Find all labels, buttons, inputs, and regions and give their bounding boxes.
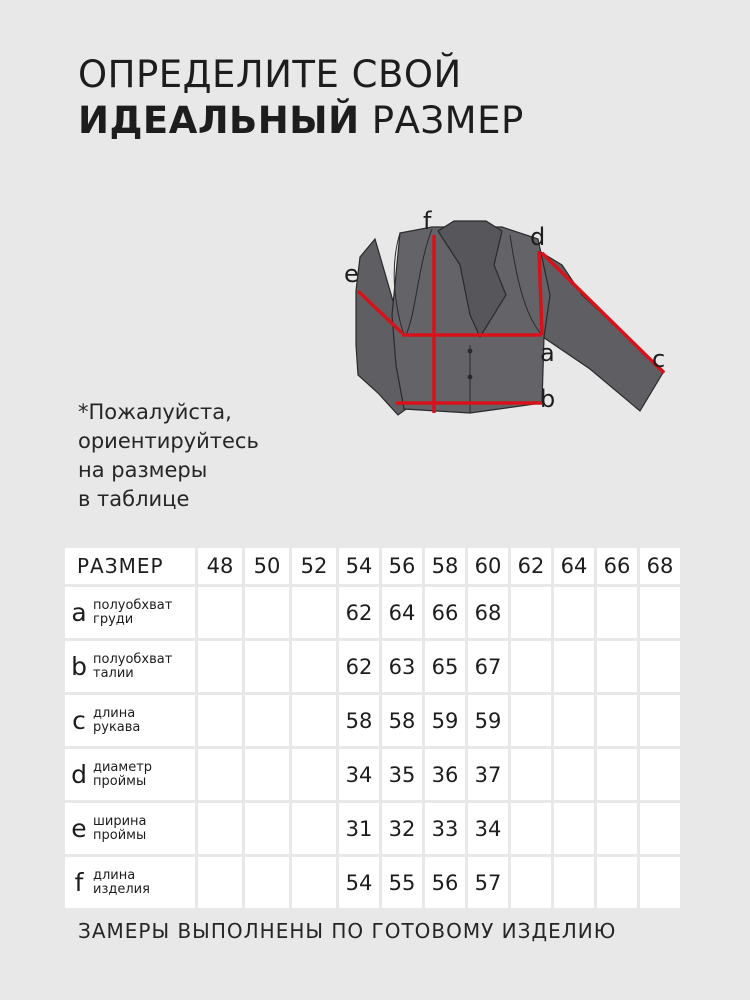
measurement-row [65,803,680,854]
measurement-value-cell [640,857,680,908]
measurement-label [65,857,195,908]
size-header-cell: 54 [339,548,379,584]
measurement-value-cell [640,587,680,638]
measurement-value-cell: 62 [339,587,379,638]
measurement-value-cell [198,749,242,800]
measurement-description [93,653,172,681]
measurement-value-cell [245,641,289,692]
measurement-desc-line2: талии [93,665,134,681]
measurement-value-cell: 67 [468,641,508,692]
measurement-letter: f [74,868,84,897]
measurement-value-cell: 36 [425,749,465,800]
measurement-value-cell [198,587,242,638]
measurement-value-cell: 56 [425,857,465,908]
measurement-value-cell [511,587,551,638]
measurement-description [93,815,147,843]
measurement-label [65,641,195,692]
measurement-value-cell: 59 [425,695,465,746]
size-header-cell: 64 [554,548,594,584]
measurement-value-cell: 62 [339,641,379,692]
label-b: b [540,385,556,413]
measurement-row [65,857,680,908]
measurement-desc-line2: груди [93,611,134,627]
measurement-row [65,749,680,800]
measurement-desc-line1: длина [93,867,136,883]
measurement-row [65,587,680,638]
measurement-value-cell: 68 [468,587,508,638]
title-line-2-bold: ИДЕАЛЬНЫЙ [78,99,360,142]
measurement-desc-line2: проймы [93,773,147,789]
measurement-letter: e [71,814,87,843]
measurement-value-cell [292,695,336,746]
measurement-value-cell [292,641,336,692]
measurement-letter: c [72,706,86,735]
label-d: d [530,223,546,251]
size-header-cell: 58 [425,548,465,584]
measurement-desc-line1: диаметр [93,759,153,775]
measurement-value-cell: 65 [425,641,465,692]
measurement-value-cell [198,857,242,908]
title-line-1: ОПРЕДЕЛИТЕ СВОЙ [78,53,462,96]
measurement-letter: a [71,598,87,627]
label-a: a [540,339,555,367]
measurement-value-cell: 34 [339,749,379,800]
measurement-value-cell: 33 [425,803,465,854]
jacket-measurement-diagram [330,205,675,420]
title-line-2-rest: РАЗМЕР [371,99,524,142]
measurement-description [93,761,152,789]
note-line: в таблице [78,487,190,511]
measurement-value-cell [597,641,637,692]
measurement-value-cell [640,803,680,854]
jacket-right-sleeve [539,251,664,411]
measurement-desc-line2: изделия [93,881,150,897]
measurement-value-cell: 66 [425,587,465,638]
measurement-value-cell [597,695,637,746]
measurement-value-cell: 37 [468,749,508,800]
measurement-value-cell [511,803,551,854]
measurement-value-cell: 32 [382,803,422,854]
measurement-value-cell [198,803,242,854]
measurement-letter: d [71,760,87,789]
measurement-value-cell [245,695,289,746]
measurement-value-cell [640,695,680,746]
measurement-row [65,641,680,692]
measurement-value-cell [640,641,680,692]
measurement-value-cell: 58 [339,695,379,746]
size-header-cell: 50 [245,548,289,584]
measurement-value-cell: 55 [382,857,422,908]
measurement-value-cell [554,587,594,638]
measurement-desc-line2: рукава [93,719,141,735]
label-c: c [652,345,666,373]
measurement-value-cell [554,641,594,692]
measurement-value-cell [597,857,637,908]
measurement-value-cell: 59 [468,695,508,746]
measurement-description [93,599,172,627]
measurement-description [93,869,150,897]
note-line: на размеры [78,458,208,482]
size-header-cell: 62 [511,548,551,584]
page-title [78,52,524,144]
measurement-value-cell: 63 [382,641,422,692]
measurement-value-cell: 58 [382,695,422,746]
measurement-value-cell [640,749,680,800]
measurement-value-cell [511,641,551,692]
measurement-desc-line1: полуобхват [93,597,173,613]
measurement-value-cell [245,749,289,800]
measurement-desc-line1: длина [93,705,136,721]
footer-note: ЗАМЕРЫ ВЫПОЛНЕНЫ ПО ГОТОВОМУ ИЗДЕЛИЮ [78,919,617,943]
measurement-value-cell [292,803,336,854]
measurement-value-cell [245,857,289,908]
size-note [78,398,259,514]
measurement-value-cell [597,803,637,854]
measurement-value-cell [554,803,594,854]
measurement-value-cell: 64 [382,587,422,638]
measurement-value-cell: 57 [468,857,508,908]
size-header-cell: 66 [597,548,637,584]
note-line: *Пожалуйста, [78,400,232,424]
measurement-label [65,803,195,854]
measurement-label [65,749,195,800]
measurement-description [93,707,140,735]
measurement-value-cell: 31 [339,803,379,854]
measurement-label [65,587,195,638]
note-line: ориентируйтесь [78,429,259,453]
measurement-value-cell [554,695,594,746]
measurement-label [65,695,195,746]
measurement-desc-line2: проймы [93,827,147,843]
size-header-cell: 52 [292,548,336,584]
jacket-illustration [356,221,664,415]
size-header-cell: 60 [468,548,508,584]
size-header-cell: 68 [640,548,680,584]
jacket-button [468,375,473,380]
measurement-value-cell: 35 [382,749,422,800]
measurement-value-cell [511,857,551,908]
measurement-value-cell [554,749,594,800]
measurement-value-cell [292,857,336,908]
measurement-value-cell [198,695,242,746]
measurement-value-cell [511,695,551,746]
size-header-label: РАЗМЕР [65,548,195,584]
size-table [62,545,683,911]
label-e: e [344,260,359,288]
measurement-row [65,695,680,746]
measurement-value-cell [292,587,336,638]
measurement-desc-line1: ширина [93,813,147,829]
jacket-button [468,349,473,354]
measurement-value-cell [597,749,637,800]
size-header-cell: 48 [198,548,242,584]
measurement-value-cell [597,587,637,638]
measurement-value-cell [292,749,336,800]
measurement-value-cell [511,749,551,800]
measurement-value-cell [245,803,289,854]
measurement-letter: b [71,652,87,681]
measurement-value-cell [198,641,242,692]
measurement-value-cell [245,587,289,638]
label-f: f [423,207,432,235]
measurement-desc-line1: полуобхват [93,651,173,667]
measurement-value-cell [554,857,594,908]
measurement-value-cell: 54 [339,857,379,908]
measurement-value-cell: 34 [468,803,508,854]
size-header-cell: 56 [382,548,422,584]
size-header-row [65,548,680,584]
